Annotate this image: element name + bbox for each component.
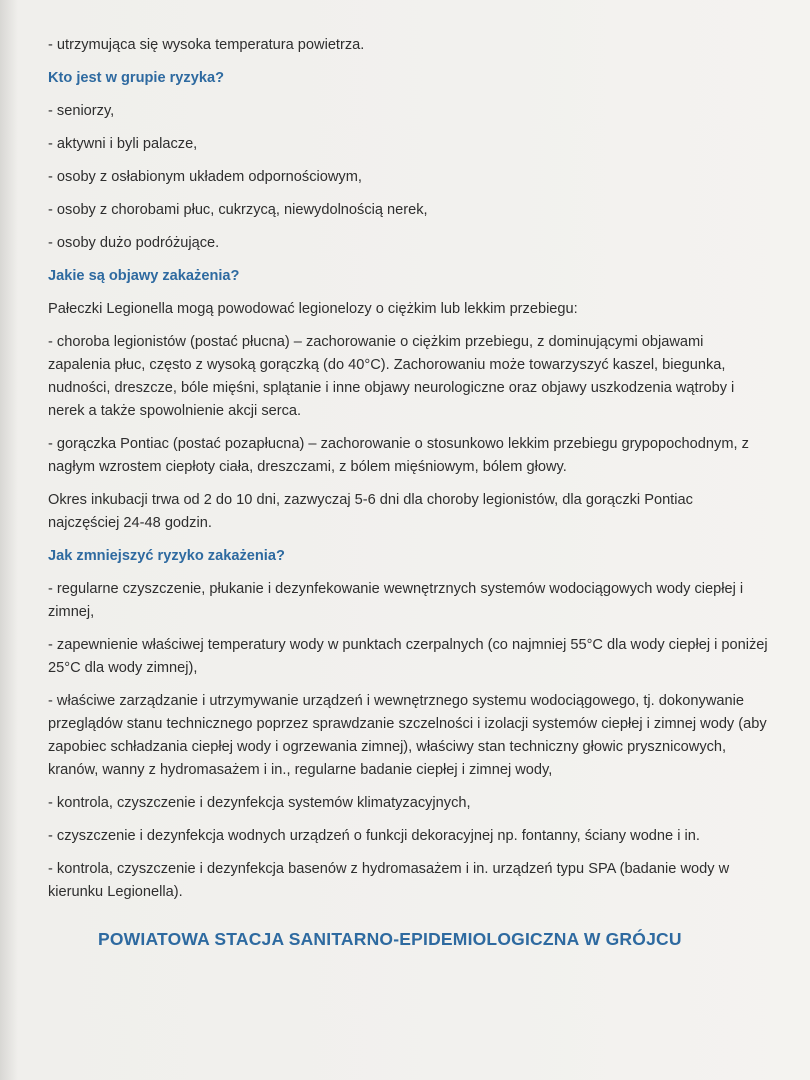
heading-risk-reduction: Jak zmniejszyć ryzyko zakażenia? [48,548,285,564]
list-item-system-maintenance: - właściwe zarządzanie i utrzymywanie urządzeń i wewnętrznego systemu wodociągowego, tj. dokonywanie przeglądów stanu technicznego poprzez sprawdzanie szczelności i izolacji systemów ciepłej i zimnej wody (aby zapobiec schładzania ciepłej wody i ogrzewania zimnej), właściwy stan techniczny głowic prysznicowych, kranów, wanny z hydromasażem i in., regularne badanie ciepłej i zimnej wody, [48,693,767,778]
list-item-travelers: - osoby dużo podróżujące. [48,235,220,251]
heading-symptoms: Jakie są objawy zakażenia? [48,268,240,284]
heading-risk-group: Kto jest w grupie ryzyka? [48,70,224,86]
list-item-water-temperature: - zapewnienie właściwej temperatury wody w punktach czerpalnych (co najmniej 55°C dla wody ciepłej i poniżej 25°C dla wody zimnej), [48,637,768,676]
paragraph-temperature: - utrzymująca się wysoka temperatura powietrza. [48,37,365,53]
list-item-chronic-diseases: - osoby z chorobami płuc, cukrzycą, niewydolnością nerek, [48,202,428,218]
list-item-weak-immunity: - osoby z osłabionym układem odpornościowym, [48,169,362,185]
list-item-smokers: - aktywni i byli palacze, [48,136,198,152]
paragraph-incubation: Okres inkubacji trwa od 2 do 10 dni, zazwyczaj 5-6 dni dla choroby legionistów, dla gorączki Pontiac najczęściej 24-48 godzin. [48,492,693,531]
list-item-cleaning: - regularne czyszczenie, płukanie i dezynfekowanie wewnętrznych systemów wodociągowych wody ciepłej i zimnej, [48,581,744,620]
paragraph-pontiac-fever: - gorączka Pontiac (postać pozapłucna) – zachorowanie o stosunkowo lekkim przebiegu grypopochodnym, z nagłym wzrostem ciepłoty ciała, dreszczami, z bólem mięśniowym, bólem głowy. [48,436,749,475]
list-item-seniors: - seniorzy, [48,103,115,119]
document-body [48,34,768,914]
paragraph-legionella-intro: Pałeczki Legionella mogą powodować legionelozy o ciężkim lub lekkim przebiegu: [48,301,578,317]
list-item-spa-pools: - kontrola, czyszczenie i dezynfekcja basenów z hydromasażem i in. urządzeń typu SPA (badanie wody w kierunku Legionella). [48,861,730,900]
list-item-decorative-fountains: - czyszczenie i dezynfekcja wodnych urządzeń o funkcji dekoracyjnej np. fontanny, ściany wodne i in. [48,828,700,844]
paragraph-legionnaires-disease: - choroba legionistów (postać płucna) – zachorowanie o ciężkim przebiegu, z dominującymi objawami zapalenia płuc, często z wysoką gorączką (do 40°C). Zachorowaniu może towarzyszyć kaszel, biegunka, nudności, dreszcze, bóle mięśni, splątanie i inne objawy neurologiczne oraz objawy uszkodzenia wątroby i nerek a także spowolnienie akcji serca. [48,334,735,419]
list-item-air-conditioning: - kontrola, czyszczenie i dezynfekcja systemów klimatyzacyjnych, [48,795,471,811]
issuer-footer: POWIATOWA STACJA SANITARNO-EPIDEMIOLOGICZNA W GRÓJCU [98,929,682,949]
